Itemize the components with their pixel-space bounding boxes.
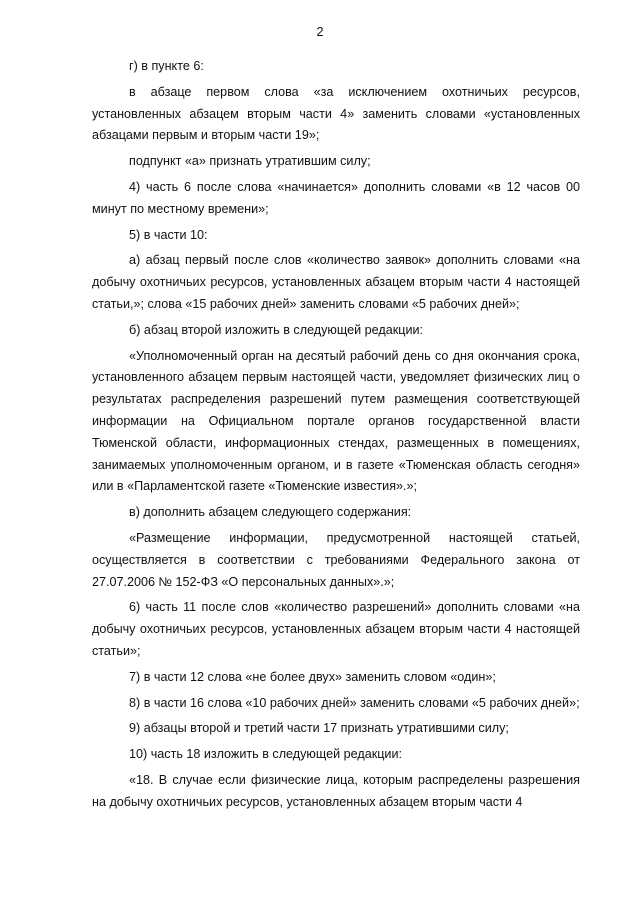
- paragraph: «Уполномоченный орган на десятый рабочий день со дня окончания срока, установленного абзацем первым настоящей части, уведомляет физических лиц о результатах распределения разрешений путем размещения соответствующей информации на Официальном портале органов государственной власти Тюменской области, информационных стендах, размещенных в помещениях, занимаемых уполномоченным органом, и в газете «Тюменская область сегодня» или в «Парламентской газете «Тюменские известия».»;: [92, 348, 580, 494]
- page-number: 2: [316, 25, 324, 39]
- paragraph: в) дополнить абзацем следующего содержания:: [129, 505, 412, 520]
- paragraph: а) абзац первый после слов «количество заявок» дополнить словами «на добычу охотничьих ресурсов, установленных абзацем вторым части 4 настоящей статьи,»; слова «15 рабочих дней» заменить словами «5 рабочих дней»;: [92, 253, 580, 311]
- paragraph: г) в пункте 6:: [129, 59, 204, 73]
- paragraph: 9) абзацы второй и третий части 17 признать утратившими силу;: [129, 721, 509, 736]
- paragraph: б) абзац второй изложить в следующей редакции:: [129, 322, 424, 337]
- paragraph: 7) в части 12 слова «не более двух» заменить словом «один»;: [129, 669, 496, 684]
- paragraph: 6) часть 11 после слов «количество разрешений» дополнить словами «на добычу охотничьих ресурсов, установленных абзацем вторым части 4 настоящей статьи»;: [92, 600, 580, 658]
- paragraph: 8) в части 16 слова «10 рабочих дней» заменить словами «5 рабочих дней»;: [129, 695, 580, 710]
- paragraph: подпункт «а» признать утратившим силу;: [129, 154, 371, 169]
- paragraph: «Размещение информации, предусмотренной настоящей статьей, осуществляется в соответствии с требованиями Федерального закона от 27.07.2006 № 152-ФЗ «О персональных данных».»;: [92, 530, 580, 589]
- document-body: [92, 56, 580, 814]
- paragraph: 10) часть 18 изложить в следующей редакции:: [129, 747, 402, 762]
- paragraph: 4) часть 6 после слова «начинается» дополнить словами «в 12 часов 00 минут по местному времени»;: [92, 179, 580, 216]
- paragraph: в абзаце первом слова «за исключением охотничьих ресурсов, установленных абзацем вторым части 4» заменить словами «установленных абзацами первым и вторым части 19»;: [92, 84, 580, 143]
- paragraph: 5) в части 10:: [129, 227, 208, 242]
- paragraph: «18. В случае если физические лица, которым распределены разрешения на добычу охотничьих ресурсов, установленных абзацем вторым части 4: [92, 772, 580, 809]
